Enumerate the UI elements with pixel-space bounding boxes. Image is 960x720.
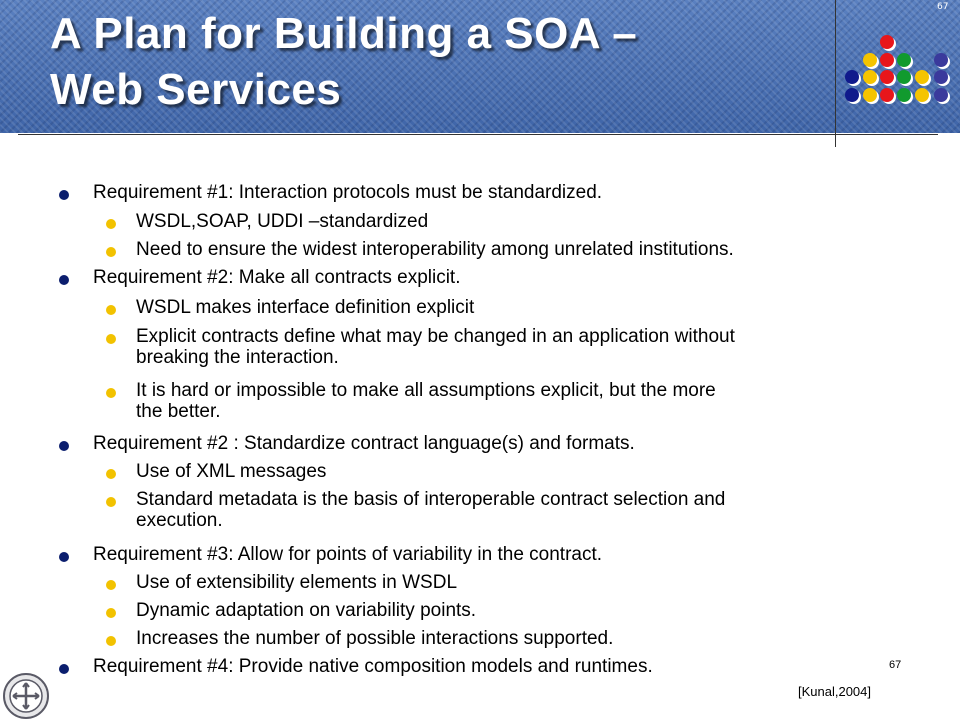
sub-bullet-item-continuation: execution. [136,510,223,531]
sub-bullet-item: Standard metadata is the basis of interoperable contract selection and [136,489,726,510]
bullet-item: Requirement #1: Interaction protocols must be standardized. [93,182,603,203]
sub-bullet-item: Explicit contracts define what may be changed in an application without [136,326,735,347]
sub-bullet-item: WSDL makes interface definition explicit [136,297,475,318]
bullet-item: Requirement #2 : Standardize contract language(s) and formats. [93,433,635,454]
citation: [Kunal,2004] [798,684,872,699]
bullet-marker-level2 [106,247,116,257]
page-number: 67 [889,659,902,671]
slide-title-line-2: Web Services [50,65,342,114]
bullet-marker-level2 [106,497,116,507]
sub-bullet-item: Need to ensure the widest interoperability among unrelated institutions. [136,239,734,260]
bullet-marker-level2 [106,580,116,590]
slide-corner-mark: 67 [937,2,949,12]
lsdis-logo [2,672,50,720]
sub-bullet-item-continuation: the better. [136,401,221,422]
sub-bullet-item: Dynamic adaptation on variability points. [136,600,477,621]
sub-bullet-item: Use of XML messages [136,461,327,482]
sub-bullet-item: Increases the number of possible interactions supported. [136,628,614,649]
bullet-marker-level2 [106,608,116,618]
bullet-marker-level1 [59,552,69,562]
bullet-marker-level2 [106,334,116,344]
sub-bullet-item-continuation: breaking the interaction. [136,347,339,368]
sub-bullet-item: WSDL,SOAP, UDDI –standardized [136,211,429,232]
slide-title-line-1: A Plan for Building a SOA – [50,9,638,58]
bullet-marker-level1 [59,190,69,200]
bullet-marker-level2 [106,388,116,398]
bullet-item: Requirement #2: Make all contracts explicit. [93,267,461,288]
bullet-marker-level1 [59,275,69,285]
bullet-item: Requirement #4: Provide native composition models and runtimes. [93,656,653,677]
bullet-marker-level2 [106,636,116,646]
bullet-marker-level2 [106,219,116,229]
bullet-marker-level2 [106,305,116,315]
bullet-marker-level1 [59,664,69,674]
bullet-marker-level1 [59,441,69,451]
bullet-item: Requirement #3: Allow for points of variability in the contract. [93,544,603,565]
sub-bullet-item: Use of extensibility elements in WSDL [136,572,458,593]
sub-bullet-item: It is hard or impossible to make all assumptions explicit, but the more [136,380,716,401]
bullet-marker-level2 [106,469,116,479]
